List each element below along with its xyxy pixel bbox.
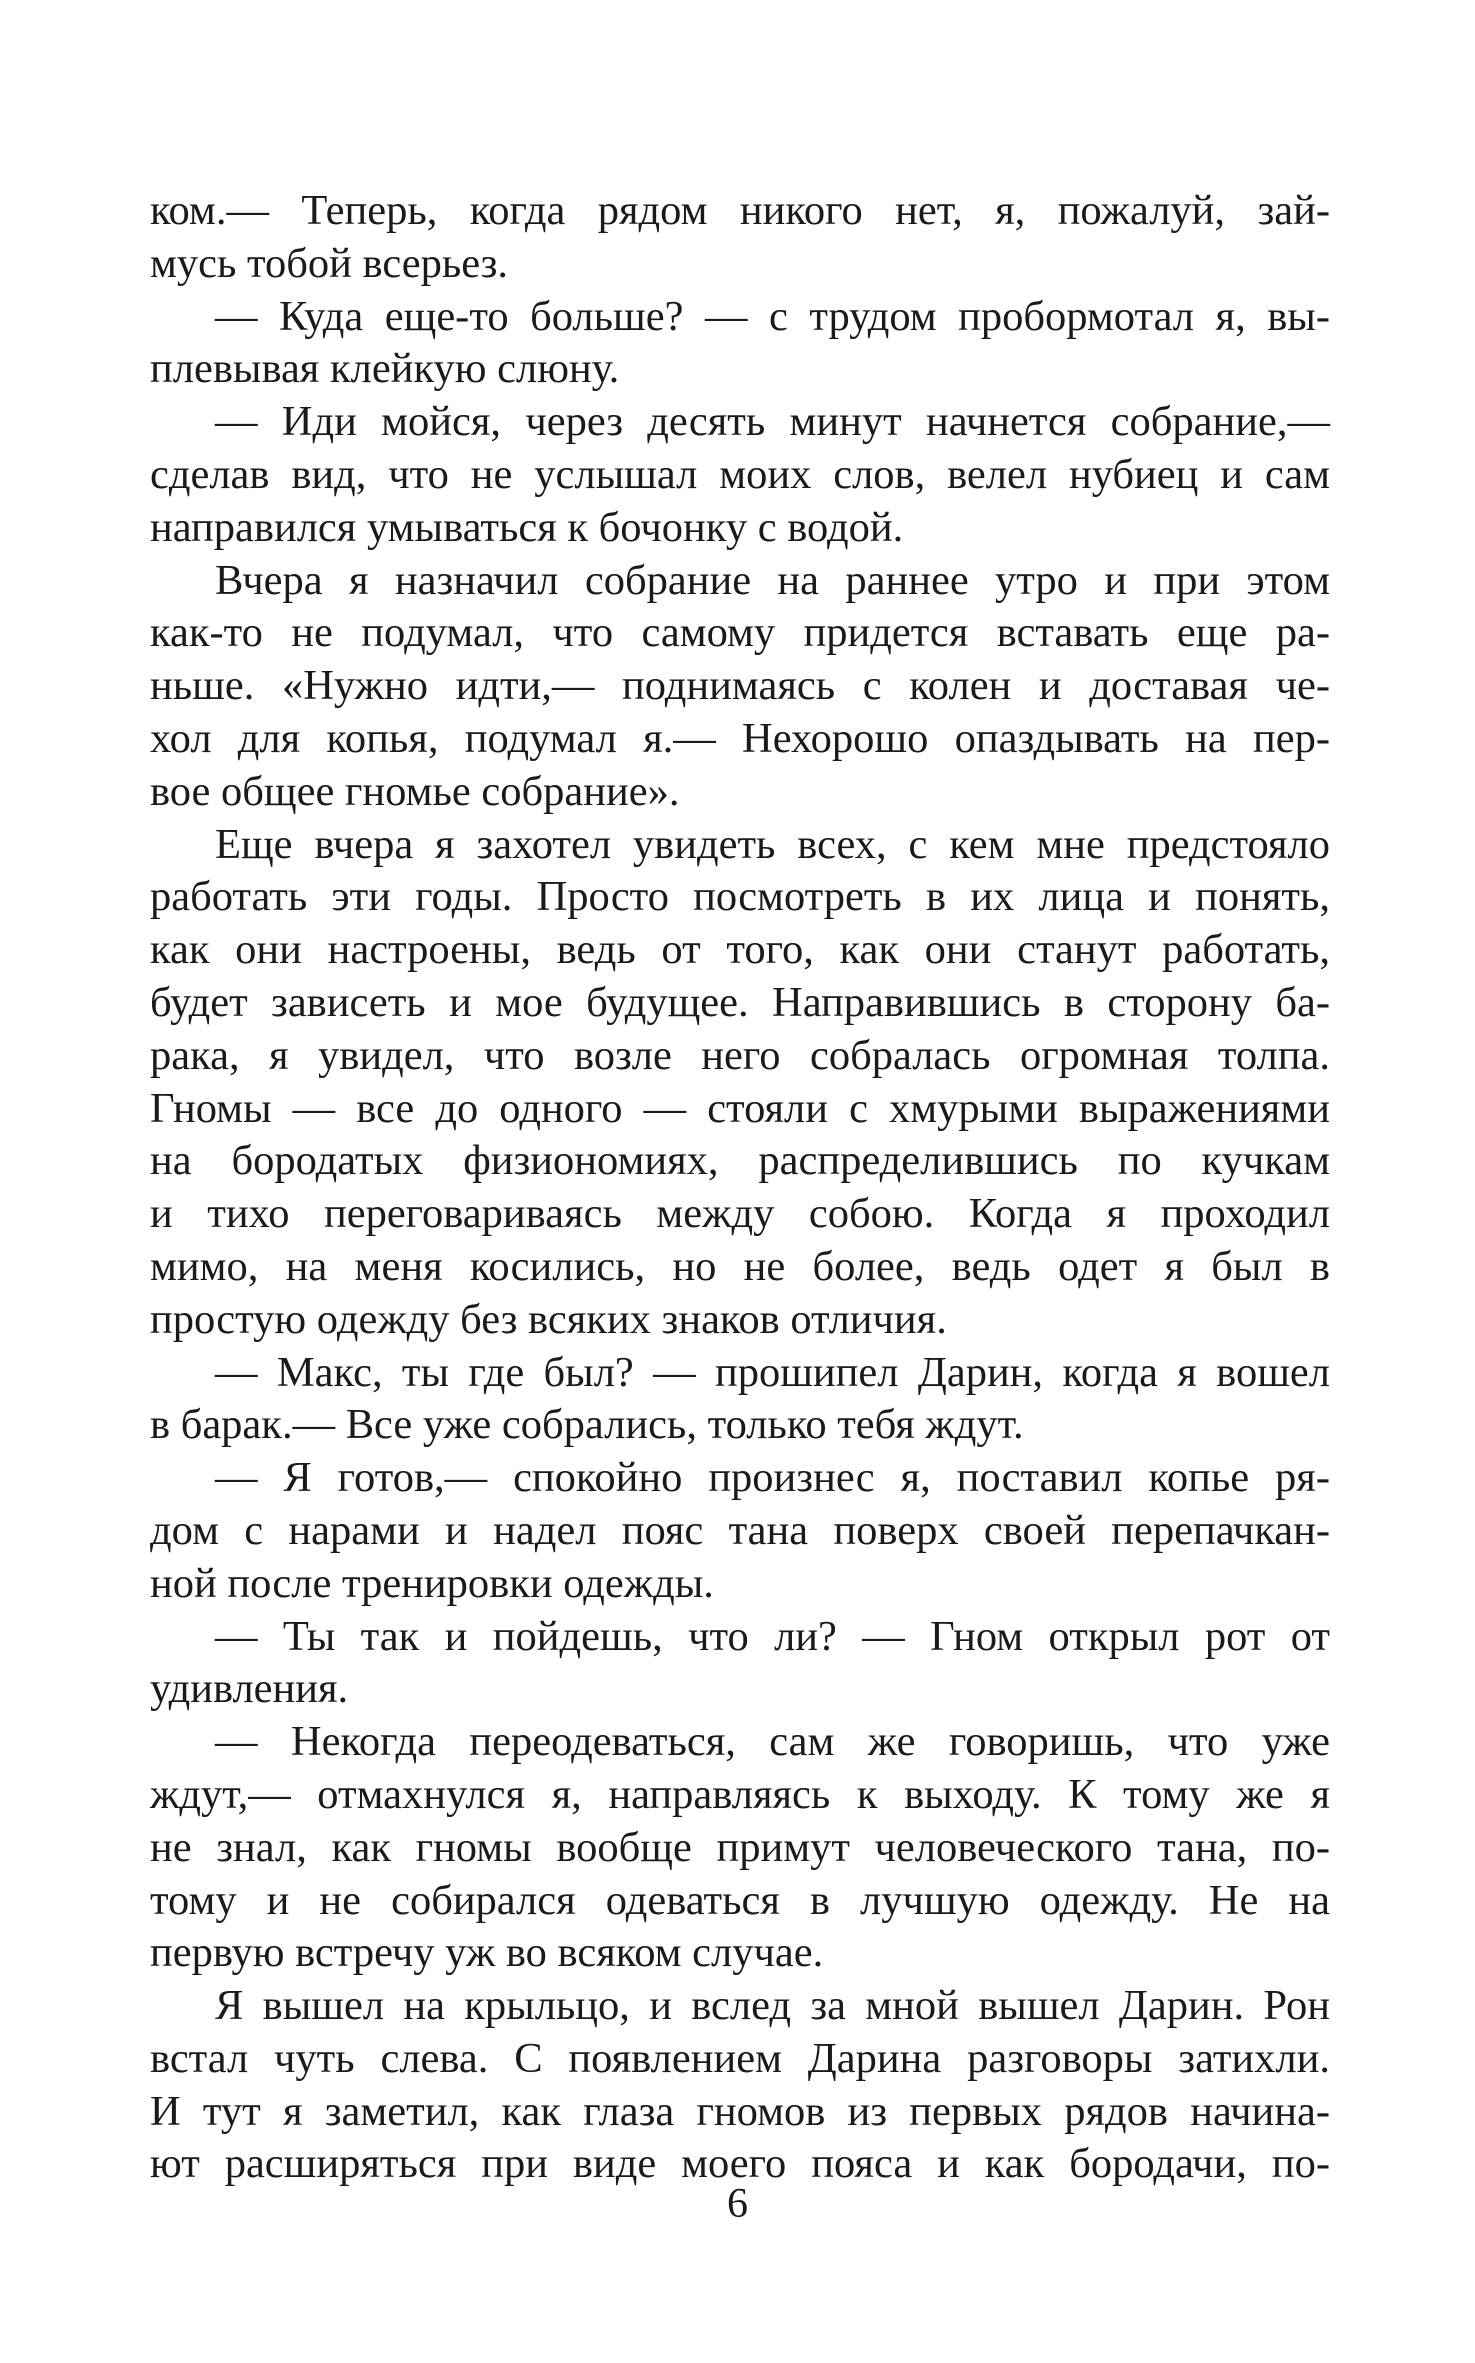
text-line: в барак.— Все уже собрались, только тебя ждут. [150, 1401, 1024, 1449]
text-line: не знал, как гномы вообще примут человеческого тана, по- [150, 1823, 1330, 1871]
text-line: мусь тобой всерьез. [150, 239, 509, 287]
text-line: — Я готов,— спокойно произнес я, поставил копье ря- [215, 1454, 1330, 1502]
text-line: как они настроены, ведь от того, как они станут работать, [150, 926, 1330, 974]
text-line: направился умываться к бочонку с водой. [150, 503, 904, 551]
text-line: ждут,— отмахнулся я, направляясь к выходу. К тому же я [150, 1770, 1330, 1818]
text-line: Вчера я назначил собрание на раннее утро и при этом [215, 556, 1330, 604]
text-line: плевывая клейкую слюну. [150, 345, 620, 393]
text-line: на бородатых физиономиях, распределившись по кучкам [150, 1137, 1330, 1185]
text-line: — Куда еще-то больше? — с трудом пробормотал я, вы- [215, 292, 1330, 340]
text-line: Гномы — все до одного — стояли с хмурыми выражениями [150, 1084, 1330, 1132]
text-line: — Ты так и пойдешь, что ли? — Гном открыл рот от [215, 1612, 1330, 1660]
text-line: — Иди мойся, через десять минут начнется собрание,— [215, 398, 1330, 446]
text-line: ньше. «Нужно идти,— поднимаясь с колен и доставая че- [150, 662, 1330, 710]
text-block [150, 185, 1330, 2191]
text-line: вое общее гномье собрание». [150, 767, 680, 815]
text-line: и тихо переговариваясь между собою. Когда я проходил [150, 1190, 1330, 1238]
text-line: как-то не подумал, что самому придется вставать еще ра- [150, 609, 1330, 657]
text-line: встал чуть слева. С появлением Дарина разговоры затихли. [150, 2034, 1330, 2082]
text-line: удивления. [150, 1665, 349, 1713]
text-line: хол для копья, подумал я.— Нехорошо опаздывать на пер- [150, 714, 1330, 762]
text-line: тому и не собирался одеваться в лучшую одежду. Не на [150, 1876, 1330, 1924]
text-line: Я вышел на крыльцо, и вслед за мной вышел Дарин. Рон [215, 1982, 1330, 2030]
page-body [150, 185, 1330, 2191]
text-line: ют расширяться при виде моего пояса и как бородачи, по- [150, 2140, 1330, 2188]
text-line: ком.— Теперь, когда рядом никого нет, я, пожалуй, зай- [150, 187, 1330, 234]
text-line: И тут я заметил, как глаза гномов из первых рядов начина- [150, 2087, 1330, 2135]
text-line: рака, я увидел, что возле него собралась огромная толпа. [150, 1031, 1330, 1079]
text-line: сделав вид, что не услышал моих слов, велел нубиец и сам [150, 450, 1330, 498]
text-line: ной после тренировки одежды. [150, 1559, 714, 1607]
page-number: 6 [727, 2181, 748, 2227]
text-line: Еще вчера я захотел увидеть всех, с кем мне предстояло [215, 820, 1330, 868]
text-line: работать эти годы. Просто посмотреть в их лица и понять, [150, 873, 1330, 921]
text-line: мимо, на меня косились, но не более, ведь одет я был в [150, 1242, 1330, 1290]
text-line: будет зависеть и мое будущее. Направившись в сторону ба- [150, 978, 1330, 1026]
text-line: — Макс, ты где был? — прошипел Дарин, когда я вошел [215, 1348, 1330, 1396]
text-line: дом с нарами и надел пояс тана поверх своей перепачкан- [150, 1506, 1330, 1554]
text-line: простую одежду без всяких знаков отличия. [150, 1295, 947, 1343]
text-line: — Некогда переодеваться, сам же говоришь, что уже [215, 1718, 1330, 1766]
text-line: первую встречу уж во всяком случае. [150, 1929, 824, 1977]
